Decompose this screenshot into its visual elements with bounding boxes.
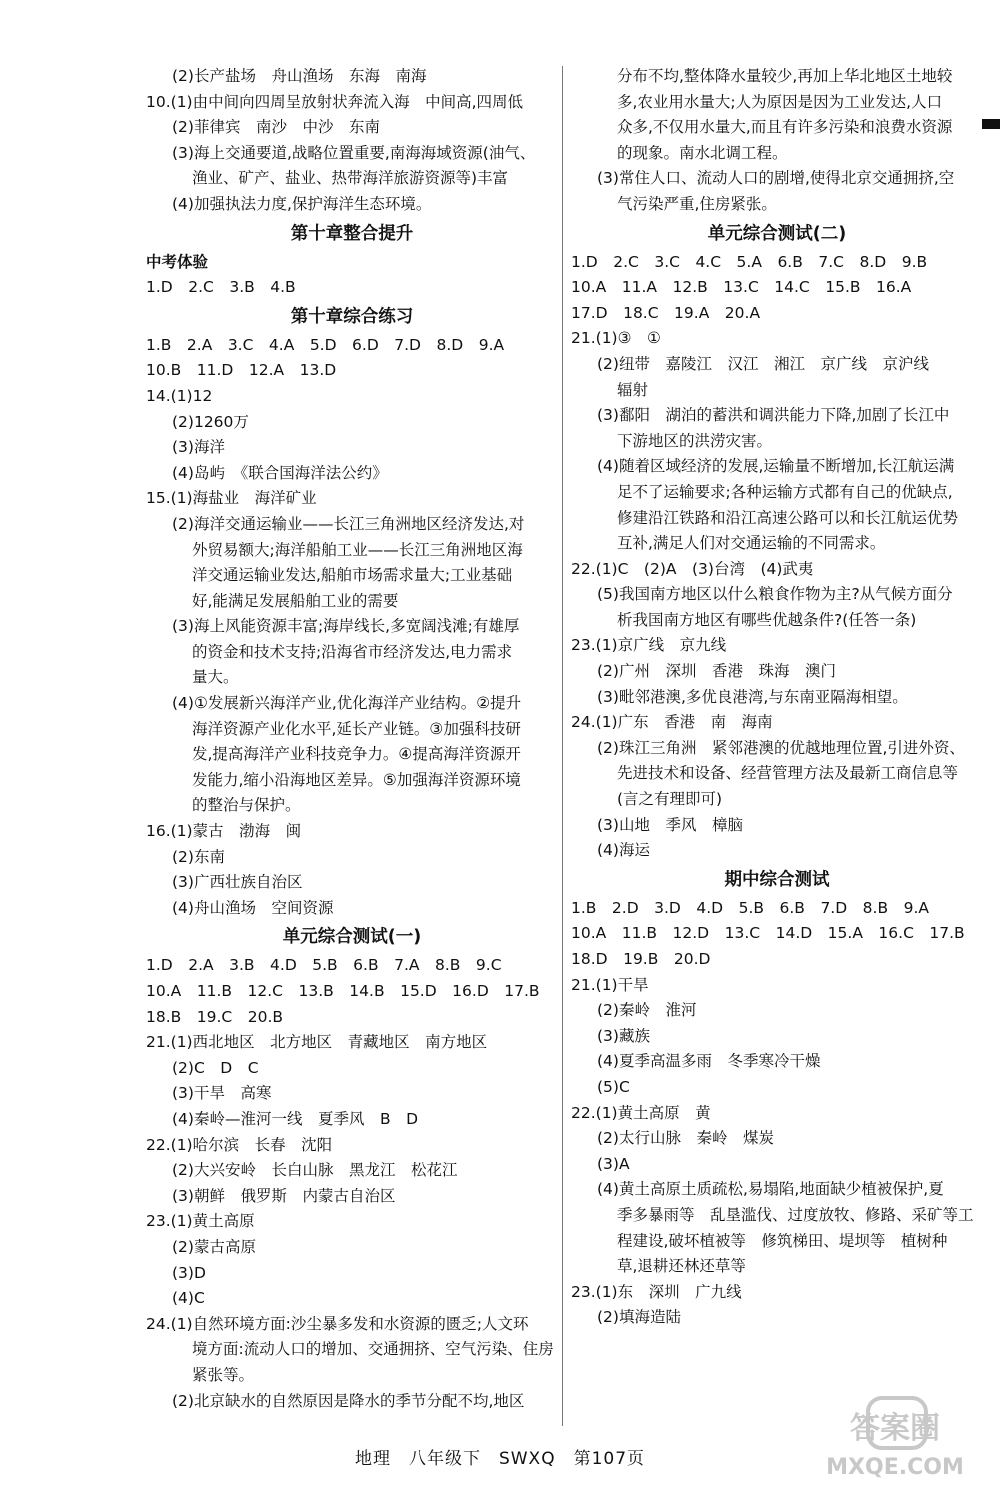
column-divider [562, 66, 563, 1426]
answer-line: 析我国南方地区有哪些优越条件?(任答一条) [617, 610, 917, 629]
answer-line: 10.(1)由中间向四周呈放射状奔流入海 中间高,四周低 [146, 92, 524, 111]
answer-line: (5)C [597, 1077, 630, 1096]
answer-line: 23.(1)京广线 京九线 [571, 636, 727, 655]
answer-line: 草,退耕还林还草等 [617, 1257, 746, 1276]
answer-line: 10.A 11.B 12.D 13.C 14.D 15.A 16.C 17.B [571, 924, 965, 943]
answer-line: 下游地区的洪涝灾害。 [617, 431, 773, 450]
answer-line: 15.(1)海盐业 海洋矿业 [146, 489, 317, 508]
answer-line: (2)填海造陆 [597, 1308, 681, 1327]
section-heading: 第十章综合练习 [290, 306, 414, 327]
answer-line: (言之有理即可) [617, 790, 723, 809]
answer-line: 1.B 2.D 3.D 4.D 5.B 6.B 7.D 8.B 9.A [571, 898, 929, 917]
answer-line: 渔业、矿产、盐业、热带海洋旅游资源等)丰富 [192, 169, 509, 188]
answer-line: (2)纽带 嘉陵江 汉江 湘江 京广线 京沪线 [597, 354, 929, 373]
left-answer-column [146, 64, 558, 1414]
answer-line: (4)黄土高原土质疏松,易塌陷,地面缺少植被保护,夏 [597, 1180, 944, 1199]
answer-line: (2)大兴安岭 长白山脉 黑龙江 松花江 [172, 1161, 458, 1180]
answer-line: 众多,不仅用水量大,而且有许多污染和浪费水资源 [617, 118, 953, 137]
watermark-logo [800, 1396, 990, 1480]
answer-line: 修建沿江铁路和沿江高速公路可以和长江航运优势 [617, 508, 959, 527]
answer-line: 23.(1)黄土高原 [146, 1212, 255, 1231]
answer-line: (2)太行山脉 秦岭 煤炭 [597, 1129, 774, 1148]
answer-line: 的现象。南水北调工程。 [617, 143, 788, 162]
answer-line: 季多暴雨等 乱垦滥伐、过度放牧、修路、采矿等工 [617, 1205, 974, 1224]
answer-line: (3)山地 季风 樟脑 [597, 815, 743, 834]
answer-line: 辐射 [617, 380, 649, 399]
answer-line: 1.D 2.A 3.B 4.D 5.B 6.B 7.A 8.B 9.C [146, 956, 502, 975]
answer-line: (3)干旱 高寒 [172, 1084, 272, 1103]
answer-line: 分布不均,整体降水量较少,再加上华北地区土地较 [617, 67, 953, 85]
answer-line: 量大。 [192, 668, 239, 687]
answer-line: 23.(1)东 深圳 广九线 [571, 1282, 742, 1301]
answer-line: (3)海上风能资源丰富;海岸线长,多宽阔浅滩;有雄厚 [172, 617, 520, 636]
answer-line: 1.D 2.C 3.C 4.C 5.A 6.B 7.C 8.D 9.B [571, 252, 928, 271]
answer-line: 好,能满足发展船舶工业的需要 [192, 591, 399, 610]
section-heading: 第十章整合提升 [290, 223, 414, 244]
answer-line: 1.B 2.A 3.C 4.A 5.D 6.D 7.D 8.D 9.A [146, 335, 505, 354]
answer-line: 24.(1)广东 香港 南 海南 [571, 713, 773, 732]
answer-line: (2)1260万 [172, 412, 249, 431]
answer-line: 18.D 19.B 20.D [571, 950, 711, 968]
answer-line: (3)广西壮族自治区 [172, 873, 303, 892]
answer-line: 外贸易额大;海洋船舶工业——长江三角洲地区海 [192, 540, 523, 559]
answer-line: 22.(1)黄土高原 黄 [571, 1103, 711, 1122]
answer-line: 21.(1)西北地区 北方地区 青藏地区 南方地区 [146, 1033, 488, 1052]
answer-line: 14.(1)12 [146, 386, 213, 405]
answer-line: (2)C D C [172, 1058, 259, 1077]
answer-line: (3)海上交通要道,战略位置重要,南海海域资源(油气、 [172, 143, 536, 162]
answer-line: (4)加强执法力度,保护海洋生态环境。 [172, 194, 432, 213]
answer-line: 1.D 2.C 3.B 4.B [146, 278, 296, 297]
answer-line: 气污染严重,住房紧张。 [617, 194, 777, 213]
answer-line: 先进技术和设备、经营管理方法及最新工商信息等 [617, 764, 959, 783]
subsection-label: 中考体验 [146, 252, 209, 271]
answer-line: 多,农业用水量大;人为原因是因为工业发达,人口 [617, 92, 943, 111]
answer-line: (2)秦岭 淮河 [597, 1001, 697, 1020]
answer-line: 发,提高海洋产业科技竞争力。④提高海洋资源开 [192, 745, 521, 764]
answer-line: 互补,满足人们对交通运输的不同需求。 [617, 534, 886, 553]
answer-line: (3)鄱阳 湖泊的蓄洪和调洪能力下降,加剧了长江中 [597, 406, 950, 425]
answer-line: 的整治与保护。 [192, 796, 301, 815]
answer-line: (4)海运 [597, 841, 650, 860]
answer-line: 程建设,破坏植被等 修筑梯田、堤坝等 植树种 [617, 1231, 948, 1250]
answer-line: 21.(1)③ ① [571, 329, 661, 348]
answer-line: (4)随着区域经济的发展,运输量不断增加,长江航运满 [597, 457, 955, 476]
section-heading: 单元综合测试(二) [707, 223, 847, 244]
answer-line: (4)舟山渔场 空间资源 [172, 898, 334, 917]
answer-line: 海洋资源产业化水平,延长产业链。③加强科技研 [192, 719, 521, 738]
answer-line: (3)D [172, 1263, 206, 1282]
answer-line: 的资金和技术支持;沿海省市经济发达,电力需求 [192, 642, 513, 661]
answer-line: (2)广州 深圳 香港 珠海 澳门 [597, 662, 836, 681]
answer-line: 洋交通运输业发达,船舶市场需求量大;工业基础 [192, 566, 513, 585]
answer-line: (5)我国南方地区以什么粮食作物为主?从气候方面分 [597, 585, 953, 604]
watermark-text-top: 答案圈 [850, 1411, 940, 1446]
answer-line: (2)蒙古高原 [172, 1237, 256, 1256]
answer-line: (2)东南 [172, 847, 225, 866]
answer-line: (3)A [597, 1154, 630, 1173]
answer-line: (3)海洋 [172, 438, 225, 457]
section-heading: 期中综合测试 [724, 869, 830, 890]
right-answer-column [571, 64, 983, 1331]
answer-line: 境方面:流动人口的增加、交通拥挤、空气污染、住房 [192, 1340, 554, 1359]
answer-line: 紧张等。 [192, 1365, 255, 1384]
answer-line: 发能力,缩小沿海地区差异。⑤加强海洋资源环境 [192, 770, 521, 789]
answer-line: 24.(1)自然环境方面:沙尘暴多发和水资源的匮乏;人文环 [146, 1314, 529, 1333]
page-edge-mark [982, 119, 1000, 129]
answer-line: (4)夏季高温多雨 冬季寒冷干燥 [597, 1052, 821, 1071]
page-footer: 地理 八年级下 SWXQ 第107页 [354, 1449, 646, 1469]
answer-line: 10.A 11.A 12.B 13.C 14.C 15.B 16.A [571, 278, 912, 297]
answer-line: 10.A 11.B 12.C 13.B 14.B 15.D 16.D 17.B [146, 982, 540, 1000]
answer-line: 22.(1)哈尔滨 长春 沈阳 [146, 1135, 333, 1154]
answer-line: 16.(1)蒙古 渤海 闽 [146, 822, 302, 841]
answer-line: (2)珠江三角洲 紧邻港澳的优越地理位置,引进外资、 [597, 738, 965, 757]
answer-line: (2)北京缺水的自然原因是降水的季节分配不均,地区 [172, 1391, 525, 1410]
answer-line: (3)朝鲜 俄罗斯 内蒙古自治区 [172, 1186, 396, 1205]
answer-line: 10.B 11.D 12.A 13.D [146, 361, 337, 380]
answer-line: (2)海洋交通运输业——长江三角洲地区经济发达,对 [172, 514, 525, 533]
answer-line: (2)长产盐场 舟山渔场 东海 南海 [172, 67, 427, 85]
watermark-text-bottom: MXQE.COM [826, 1455, 964, 1480]
answer-line: (4)秦岭—淮河一线 夏季风 B D [172, 1109, 419, 1128]
answer-line: 足不了运输要求;各种运输方式都有自己的优缺点, [617, 482, 953, 501]
section-heading: 单元综合测试(一) [282, 927, 422, 948]
answer-line: (4)岛屿 《联合国海洋法公约》 [172, 463, 388, 482]
answer-line: 18.B 19.C 20.B [146, 1007, 284, 1026]
answer-line: 17.D 18.C 19.A 20.A [571, 303, 761, 322]
answer-line: (4)①发展新兴海洋产业,优化海洋产业结构。②提升 [172, 694, 522, 713]
answer-line: 22.(1)C (2)A (3)台湾 (4)武夷 [571, 559, 814, 578]
answer-line: (3)常住人口、流动人口的剧增,使得北京交通拥挤,空 [597, 169, 955, 188]
answer-line: (2)菲律宾 南沙 中沙 东南 [172, 118, 380, 137]
answer-line: (4)C [172, 1289, 205, 1308]
answer-line: (3)藏族 [597, 1026, 650, 1045]
answer-line: 21.(1)干旱 [571, 975, 649, 994]
answer-line: (3)毗邻港澳,多优良港湾,与东南亚隔海相望。 [597, 687, 908, 706]
